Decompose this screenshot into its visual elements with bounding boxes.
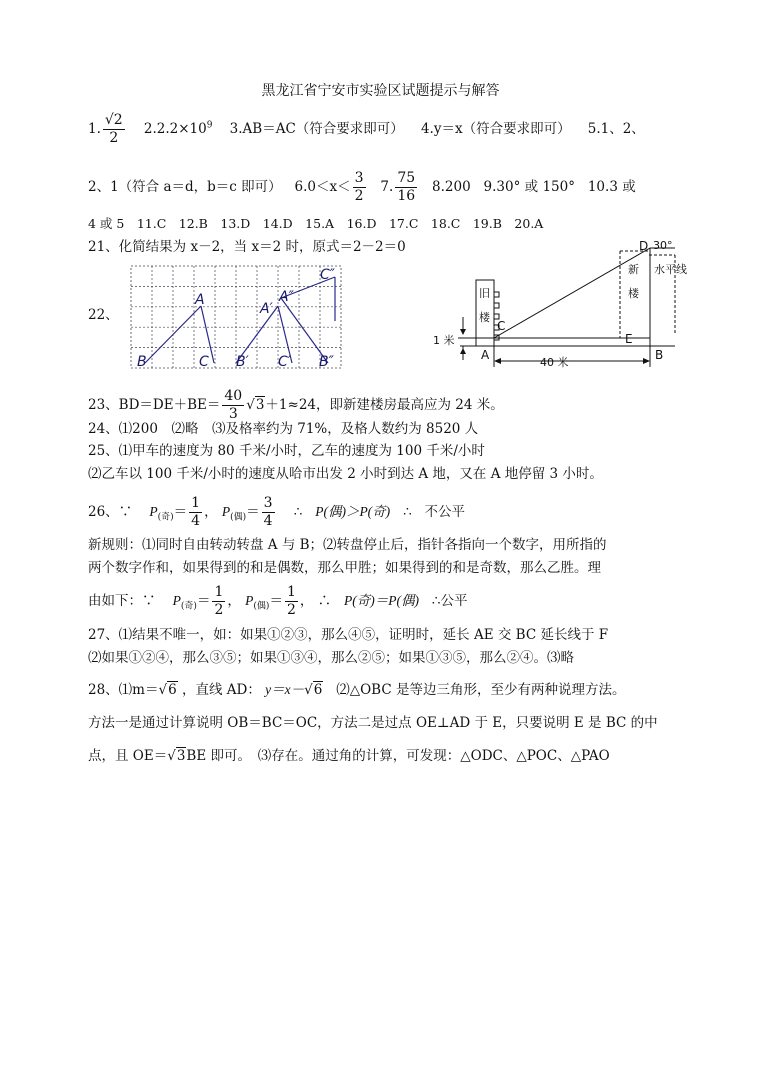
- q23-fraction: $\frac{40}{3}$: [224, 388, 243, 422]
- answer-24: 24、⑴200 ⑵略 ⑶及格率约为 71%，及格人数约为 8520 人: [88, 421, 479, 437]
- answer-22-label: 22、: [88, 307, 119, 323]
- label-old-1: 旧: [479, 287, 490, 300]
- answer-23: 23、BD＝DE＋BE＝ $\frac{40}{3}$ √3＋1≈24，即新建楼房最高应为 24 米。: [88, 388, 504, 422]
- answers-1-5: 1. $\frac{√2}{2}$ $2.2.2\times 10^9$ 3.AB＝AC（符合要求即可） 4.y＝x（符合要求即可） 5.1、2、: [88, 112, 645, 146]
- answer-27a: 27、⑴结果不唯一，如：如果①②③，那么④⑤，证明时，延长 AE 交 BC 延长线于 F: [88, 627, 609, 643]
- label-horizontal: 水平线: [654, 263, 687, 276]
- q2-answer: 2.2.2×10: [143, 121, 207, 137]
- q1-fraction: $\frac{√2}{2}$: [104, 112, 123, 146]
- label-a2: A″: [279, 289, 294, 305]
- answer-28b: 方法一是通过计算说明 OB＝BC＝OC，方法二是过点 OE⊥AD 于 E，只要说明 E 是 BC 的中: [88, 715, 658, 731]
- label-old-2: 楼: [479, 311, 490, 324]
- answer-26b: 新规则：⑴同时自由转动转盘 A 与 B；⑵转盘停止后，指针各指向一个数字，用所指的: [88, 537, 607, 553]
- label-new-2: 楼: [628, 287, 639, 300]
- answer-27b: ⑵如果①②④，那么③⑤；如果①③④，那么②⑤；如果①③⑤，那么②④。⑶略: [88, 650, 574, 666]
- answer-26d: 由如下：∵ $P_{(奇)}=$ $\frac{1}{2}$ ， $P_{(偶)}=$ $\frac{1}{2}$ ， ∴ P(奇)＝P(偶) ∴公平: [88, 584, 468, 618]
- q4-answer: 4.y＝x（符合要求即可）: [420, 121, 571, 137]
- label-e: E: [625, 332, 633, 346]
- q5-answer-cont: 2、1（符合 a＝d，b＝c 即可）: [88, 179, 282, 195]
- label-d: D: [639, 239, 649, 253]
- label-b2: B″: [319, 354, 334, 370]
- q9-answer: 9.30° 或 150°: [483, 179, 575, 195]
- label-angle: 30°: [653, 239, 673, 252]
- answer-21: 21、化简结果为 x－2，当 x＝2 时，原式＝2－2＝0: [88, 239, 406, 255]
- label-c1: C′: [278, 354, 291, 370]
- q7-fraction: $\frac{75}{16}$: [397, 170, 416, 204]
- label-c2: C″: [320, 267, 336, 283]
- label-a-point: A: [481, 348, 490, 362]
- label-b: B: [137, 354, 147, 370]
- answers-11-20: 4 或 5 11.C 12.B 13.D 14.D 15.A 16.D 17.C 18.C 19.B 20.A: [88, 216, 544, 231]
- q7-label: 7.: [380, 179, 394, 195]
- answers-6-10: [88, 170, 636, 205]
- q5-answer: 5.1、2、: [587, 121, 645, 137]
- label-a: A: [195, 292, 205, 308]
- label-1m: 1 米: [433, 334, 455, 347]
- label-a1: A′: [260, 301, 273, 317]
- q1-label: 1.: [88, 121, 101, 137]
- answer-25a: 25、⑴甲车的速度为 80 千米/小时，乙车的速度为 100 千米/小时: [88, 443, 485, 459]
- building-figure: [430, 235, 687, 370]
- label-new-1: 新: [628, 263, 639, 276]
- answer-25b: ⑵乙车以 100 千米/小时的速度从哈市出发 2 小时到达 A 地，又在 A 地停留 3 小时。: [88, 466, 603, 482]
- answer-26c: 两个数字作和，如果得到的和是偶数，那么甲胜；如果得到的和是奇数，那么乙胜。理: [88, 560, 601, 576]
- label-40m: 40 米: [540, 356, 569, 369]
- label-c-point: C: [497, 319, 506, 333]
- page-title: 黑龙江省宁安市实验区试题提示与解答: [261, 83, 500, 99]
- grid-figure: [128, 263, 348, 373]
- q6-fraction: $\frac{3}{2}$: [354, 170, 364, 204]
- label-b1: B′: [236, 354, 249, 370]
- q10-answer: 10.3 或: [587, 179, 636, 195]
- q8-answer: 8.200: [432, 179, 471, 195]
- answer-28a: 28、⑴m＝√6 ，直线 AD： y＝x－√6 ⑵△OBC 是等边三角形，至少有两种说理方法。: [88, 682, 626, 698]
- label-c: C: [199, 354, 209, 370]
- answer-26: 26、∵ $P_{(奇)}=$ $\frac{1}{4}$ ， $P_{(偶)}=$ $\frac{3}{4}$ ∴ P(偶)＞P(奇) ∴ 不公平: [88, 495, 466, 529]
- q3-answer: 3.AB＝AC（符合要求即可）: [229, 121, 404, 137]
- label-b-point: B: [655, 348, 664, 362]
- answer-28c: 点，且 OE＝√3BE 即可。 ⑶存在。通过角的计算，可发现：△ODC、△POC、△PAO: [88, 748, 610, 764]
- q6-answer: 6.0＜x＜: [294, 179, 351, 195]
